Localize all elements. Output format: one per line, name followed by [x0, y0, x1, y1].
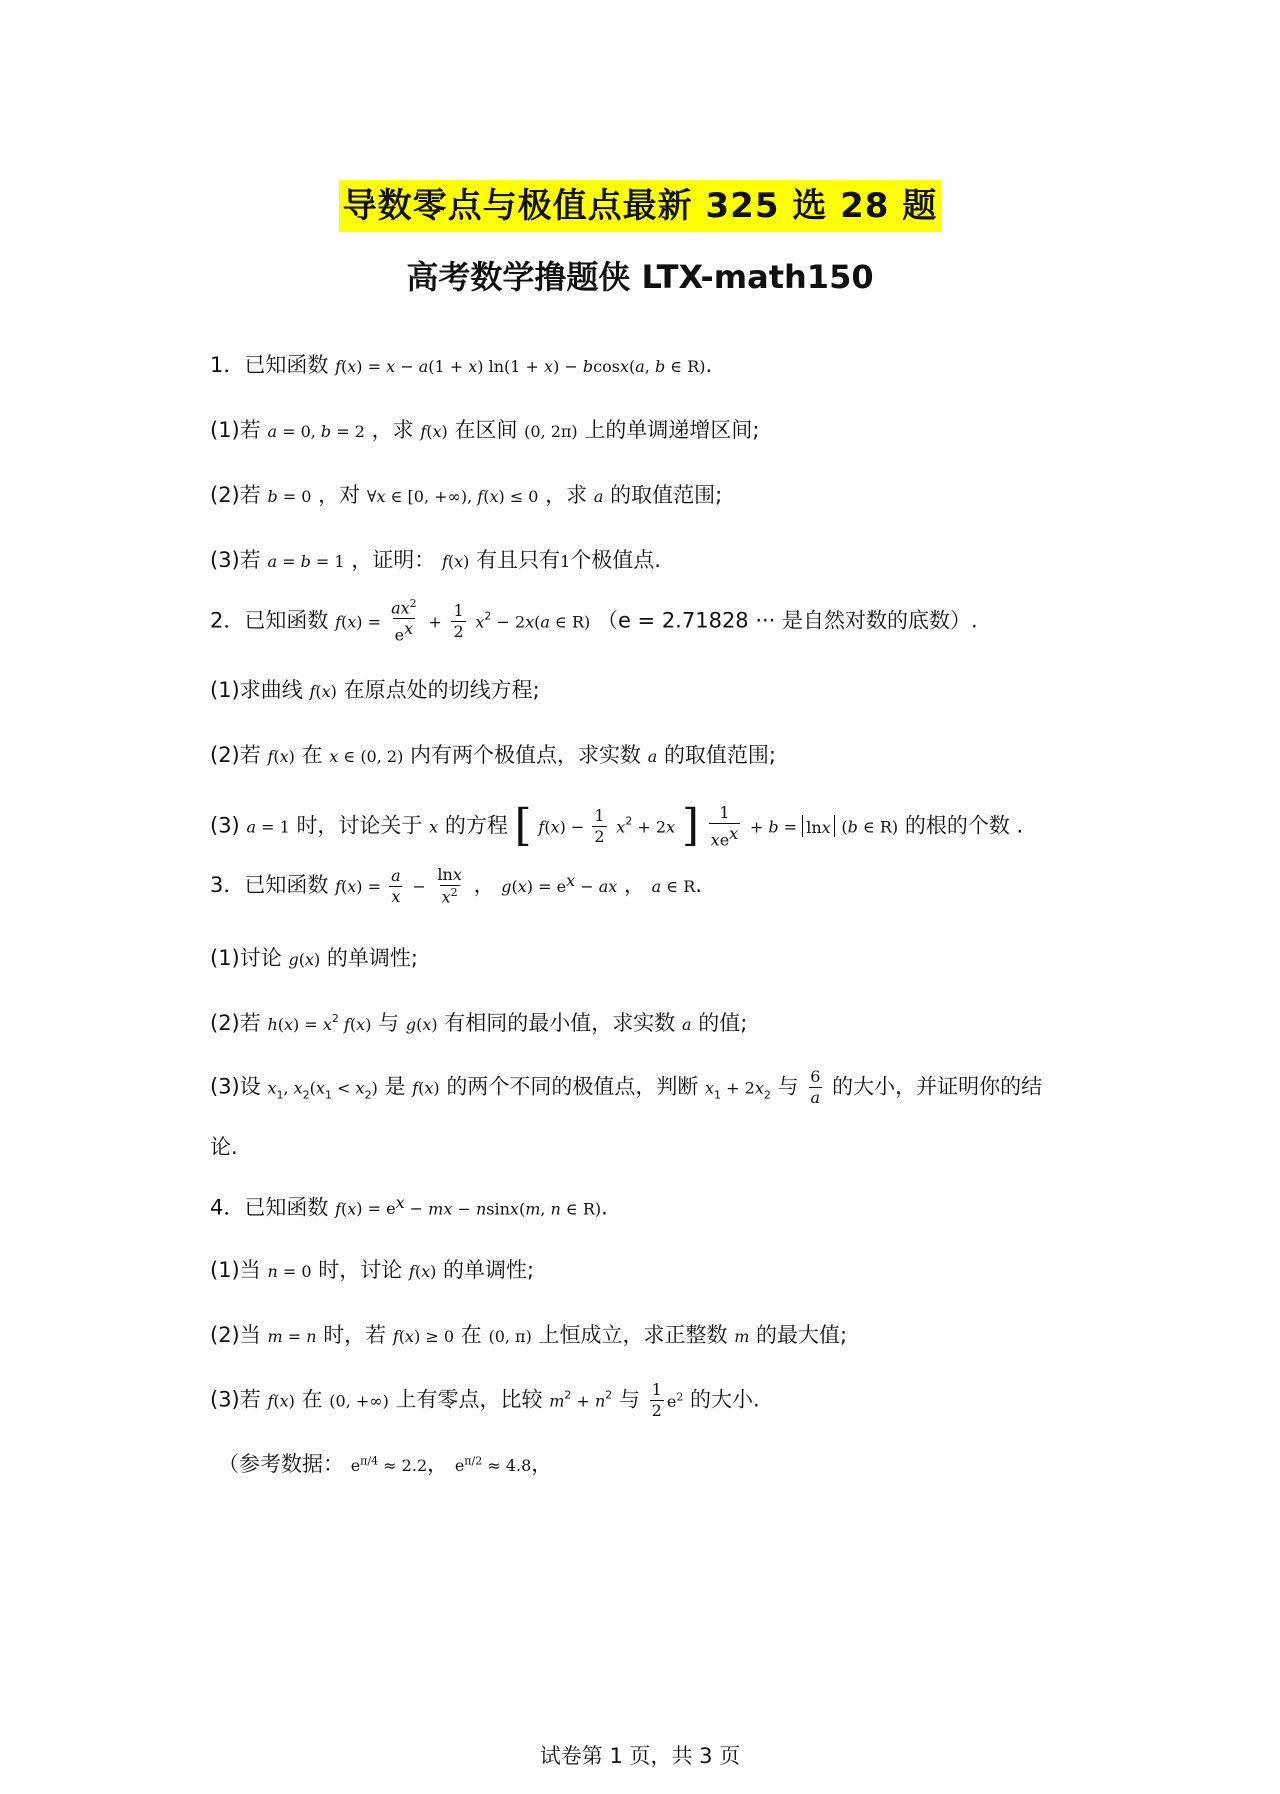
- q4-part3: (3)若 f(x) 在 (0, +∞) 上有零点，比较 $m^2 + n^2$ 与 $\frac{1}{2}$ $e^2$ 的大小.: [210, 1380, 760, 1420]
- q3-part3: (3)设 $x_1$, $x_2(x_1 < x_2)$ 是 f(x) 的两个不同的极值点，判断 $x_1 + 2x_2$ 与 $\frac{6}{a}$ 的大小，并证明你的结: [210, 1067, 1043, 1107]
- q1-part2: (2)若 b = 0 ，对 ∀x ∈ [0, +∞), f(x) ≤ 0 ，求 a 的取值范围;: [210, 483, 723, 507]
- q2-part1: (1)求曲线 f(x) 在原点处的切线方程;: [210, 678, 540, 702]
- page-footer: 试卷第 1 页，共 3 页: [539, 1744, 741, 1768]
- q4-part1: (1)当 n = 0 时，讨论 f(x) 的单调性;: [210, 1258, 535, 1282]
- q4-reference-data: （参考数据： $e^{\pi/4} \approx 2.2$， $e^{\pi/2} \approx 4.8$，: [218, 1452, 553, 1476]
- q1-part3: (3)若 a = b = 1 ，证明： f(x) 有且只有1个极值点.: [210, 548, 661, 572]
- q3-part1: (1)讨论 g(x) 的单调性;: [210, 946, 418, 970]
- q3-intro: 3．已知函数 f(x) = $\frac{a}{x}$ − $\frac{\ln x}{x^2}$ ， $g(x) = e^x$ − ax ， a ∈ R.: [210, 865, 702, 907]
- q2-part3: (3) a = 1 时，讨论关于 x 的方程 [ f(x) − $\frac{1}{2}$ $x^2 + 2x$ ] $\frac{1}{xe^x}$ + b = lnx (b ∈ R) 的根的个数 .: [210, 800, 1024, 851]
- q1-part1: (1)若 a = 0, b = 2 ，求 f(x) 在区间 (0, 2π) 上的单调递增区间;: [210, 418, 760, 442]
- document-subtitle: 高考数学撸题侠 LTX-math150: [406, 258, 874, 296]
- document-title: 导数零点与极值点最新 325 选 28 题: [0, 178, 1280, 227]
- q4-part2: (2)当 m = n 时，若 f(x) ≥ 0 在 (0, π) 上恒成立，求正整数 m 的最大值;: [210, 1323, 848, 1347]
- q1-intro: 1．已知函数 f(x) = x − a(1 + x) ln(1 + x) − bcosx(a, b ∈ R).: [210, 353, 713, 377]
- q3-part3-cont: 论.: [210, 1135, 238, 1159]
- q4-intro: 4．已知函数 $f(x) = e^x$ − mx − nsinx(m, n ∈ R).: [210, 1193, 608, 1220]
- q3-part2: (2)若 $h(x) = x^2$ f(x) 与 g(x) 有相同的最小值，求实数 a 的值;: [210, 1011, 748, 1035]
- q2-part2: (2)若 f(x) 在 x ∈ (0, 2) 内有两个极值点，求实数 a 的取值范围;: [210, 743, 777, 767]
- q2-intro: 2．已知函数 f(x) = $\frac{ax^2}{e^x}$ + $\frac{1}{2}$ $x^2 - 2x(a$ ∈ R) （e = 2.71828 ··· 是自然对数的底数）.: [210, 597, 978, 645]
